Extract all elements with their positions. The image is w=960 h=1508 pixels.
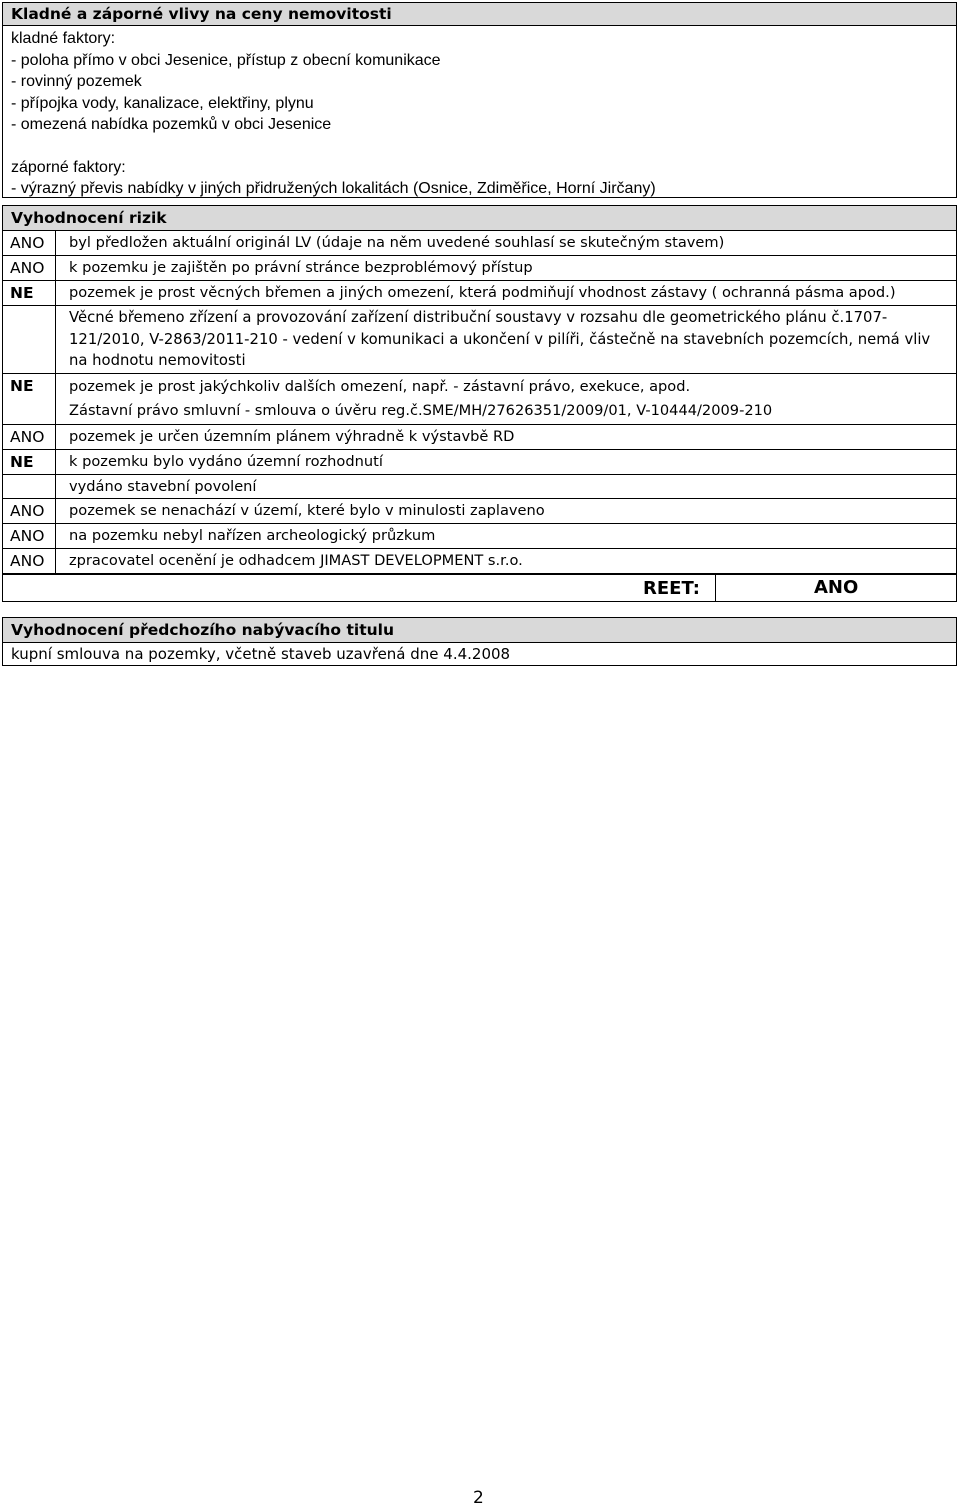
- risk-text: pozemek je určen územním plánem výhradně k výstavbě RD: [69, 427, 515, 445]
- title-eval-heading: Vyhodnocení předchozího nabývacího titulu: [3, 618, 956, 643]
- risk-text: pozemek je prost věcných břemen a jiných omezení, která podmiňují vhodnost zástavy ( ochranná pásma apod.): [69, 284, 896, 301]
- risk-row: [3, 255, 956, 280]
- negative-factors-title: záporné faktory:: [11, 158, 126, 176]
- reet-box: [2, 574, 957, 602]
- risk-row: [3, 523, 956, 548]
- risk-row: [3, 305, 956, 373]
- reet-label: REET:: [643, 578, 700, 599]
- risk-flag: NE: [3, 374, 56, 424]
- risk-flag: ANO: [3, 231, 56, 255]
- reet-value: ANO: [814, 577, 859, 598]
- risk-flag: NE: [3, 281, 56, 305]
- risk-row: [3, 373, 956, 424]
- risk-row: [3, 474, 956, 499]
- risk-heading: Vyhodnocení rizik: [3, 206, 956, 231]
- risk-flag: [3, 306, 56, 373]
- risk-row: [3, 424, 956, 449]
- risk-flag: [3, 475, 56, 499]
- positive-factors-title: kladné faktory:: [11, 30, 116, 47]
- risk-text: na pozemku nebyl nařízen archeologický průzkum: [69, 527, 436, 544]
- positive-factor-item: - omezená nabídka pozemků v obci Jesenice: [11, 116, 332, 133]
- negative-factor-item: - výrazný převis nabídky v jiných přidružených lokalitách (Osnice, Zdiměřice, Horní Jirčany): [11, 180, 656, 197]
- positive-factor-item: - přípojka vody, kanalizace, elektřiny, plynu: [11, 94, 314, 112]
- risk-flag: ANO: [3, 549, 56, 573]
- risk-flag: ANO: [3, 499, 56, 523]
- factors-section: [2, 2, 957, 198]
- positive-factor-item: - rovinný pozemek: [11, 73, 142, 90]
- risk-row: [3, 280, 956, 305]
- risk-text-line: pozemek je prost jakýchkoliv dalších omezení, např. - zástavní právo, exekuce, apod.: [69, 377, 691, 395]
- risk-text: byl předložen aktuální originál LV (údaje na něm uvedené souhlasí se skutečným stavem): [69, 234, 725, 251]
- risk-row: [3, 231, 956, 255]
- risk-flag: ANO: [3, 524, 56, 548]
- risk-flag: ANO: [3, 425, 56, 449]
- risk-section: [2, 205, 957, 574]
- risk-text: zpracovatel ocenění je odhadcem JIMAST DEVELOPMENT s.r.o.: [69, 552, 523, 569]
- risk-flag: NE: [3, 450, 56, 474]
- title-eval-text: kupní smlouva na pozemky, včetně staveb uzavřená dne 4.4.2008: [11, 645, 511, 663]
- risk-text-line: Zástavní právo smluvní - smlouva o úvěru reg.č.SME/MH/27626351/2009/01, V-10444/2009-210: [69, 401, 773, 419]
- risk-row: [3, 449, 956, 474]
- risk-text: k pozemku je zajištěn po právní stránce bezproblémový přístup: [69, 259, 533, 276]
- risk-text: vydáno stavební povolení: [69, 477, 257, 495]
- page-number: 2: [473, 1488, 484, 1508]
- risk-flag: ANO: [3, 256, 56, 280]
- title-eval-section: [2, 617, 957, 666]
- risk-text: Věcné břemeno zřízení a provozování zařízení distribuční soustavy v rozsahu dle geometrického plánu č.1707-121/2010, V-2863/2011-210 - vedení v komunikaci a ukončení v pilíři, částečně na stavebních pozemcích, nemá vliv na hodnotu nemovitosti: [69, 309, 931, 369]
- risk-text: pozemek se nenachází v území, které bylo v minulosti zaplaveno: [69, 502, 545, 519]
- factors-heading: Kladné a záporné vlivy na ceny nemovitosti: [3, 3, 956, 26]
- risk-row: [3, 548, 956, 573]
- risk-row: [3, 498, 956, 523]
- risk-text: k pozemku bylo vydáno územní rozhodnutí: [69, 452, 383, 470]
- reet-value-cell: [715, 574, 958, 602]
- positive-factor-item: - poloha přímo v obci Jesenice, přístup z obecní komunikace: [11, 51, 441, 69]
- risk-text: [56, 374, 778, 424]
